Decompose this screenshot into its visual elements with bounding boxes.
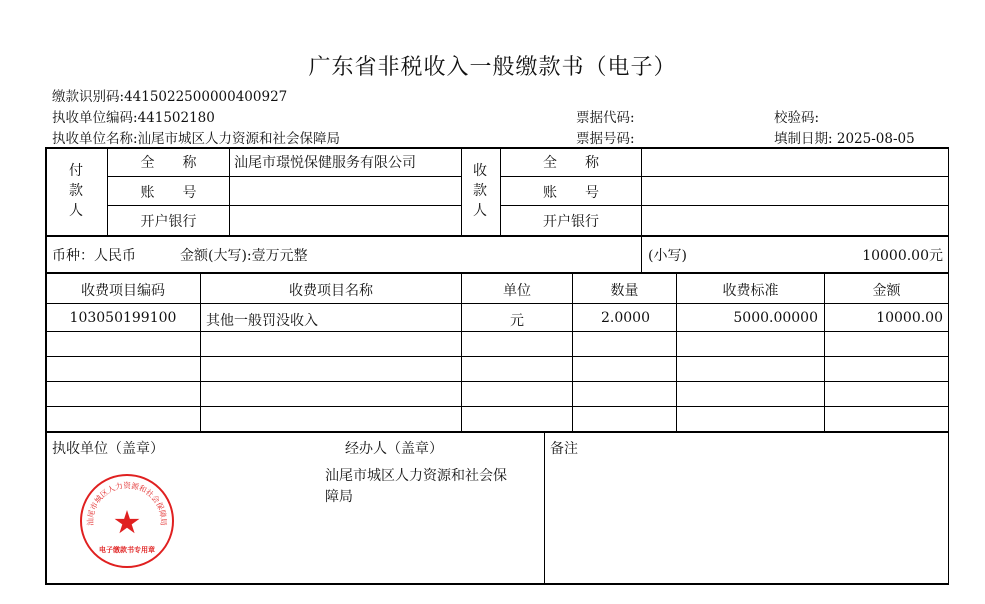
fill-date: 2025-08-05 (836, 131, 915, 147)
payment-code-label: 缴款识别码: (52, 89, 125, 105)
unit-code-label: 执收单位编码: (52, 110, 138, 126)
unit-name-row (52, 127, 340, 147)
official-seal (78, 472, 176, 570)
bill-code-label: 票据代码: (576, 110, 635, 126)
payer-account-label: 账 号 (140, 185, 197, 201)
unit-code-row (52, 106, 215, 126)
item-standard: 5000.00000 (733, 310, 818, 326)
handler-label: 经办人（盖章） (345, 441, 443, 457)
payee-name-label: 全 称 (543, 155, 599, 171)
unit-code: 441502180 (137, 110, 215, 126)
payee-account-label: 账 号 (543, 185, 599, 201)
item-amount: 10000.00 (876, 310, 943, 326)
col-header-unit: 单位 (503, 283, 531, 299)
payee-label: 收 款 人 (473, 163, 487, 219)
amount-lower-value: 10000.00元 (862, 248, 943, 264)
seal-bottom-text: 电子缴款书专用章 (99, 546, 155, 554)
bill-no-label: 票据号码: (576, 131, 635, 147)
payment-code-row (52, 85, 287, 105)
unit-name: 汕尾市城区人力资源和社会保障局 (137, 131, 341, 147)
seal-star-icon (115, 510, 140, 533)
check-code-label: 校验码: (774, 110, 820, 126)
payer-bank-label: 开户银行 (140, 214, 197, 230)
remarks-label: 备注 (550, 441, 578, 457)
payer-name: 汕尾市璟悦保健服务有限公司 (234, 155, 416, 171)
bill-no-row (576, 127, 635, 147)
payer-name-label: 全 称 (140, 155, 197, 171)
col-header-standard: 收费标准 (722, 283, 779, 299)
payer-label: 付 款 人 (69, 163, 83, 219)
item-qty: 2.0000 (601, 310, 650, 326)
check-code-row (774, 106, 819, 126)
col-header-code: 收费项目编码 (81, 283, 165, 299)
unit-seal-label: 执收单位（盖章） (52, 441, 164, 457)
currency: 币种：人民币 (52, 248, 136, 264)
fill-date-label: 填制日期: (774, 131, 833, 147)
amount-lower-label: (小写) (648, 248, 687, 264)
item-unit: 元 (510, 313, 524, 329)
col-header-qty: 数量 (610, 283, 639, 299)
unit-name-label: 执收单位名称: (52, 131, 138, 147)
payee-bank-label: 开户银行 (543, 214, 599, 230)
col-header-amount: 金额 (872, 283, 901, 299)
col-header-name: 收费项目名称 (289, 283, 373, 299)
handler-line-2: 障局 (325, 489, 353, 505)
seal-ring-text: 汕尾市城区人力资源和社会保障局 (85, 481, 169, 526)
handler-line-1: 汕尾市城区人力资源和社会保 (325, 468, 507, 484)
item-code: 103050199100 (69, 310, 177, 326)
bill-code-row (576, 106, 635, 126)
amount-upper: 金额(大写):壹万元整 (180, 248, 308, 264)
payment-code: 4415022500000400927 (124, 89, 288, 105)
fill-date-row (774, 127, 915, 147)
document-title: 广东省非税收入一般缴款书（电子） (308, 55, 677, 80)
item-name: 其他一般罚没收入 (206, 313, 318, 329)
